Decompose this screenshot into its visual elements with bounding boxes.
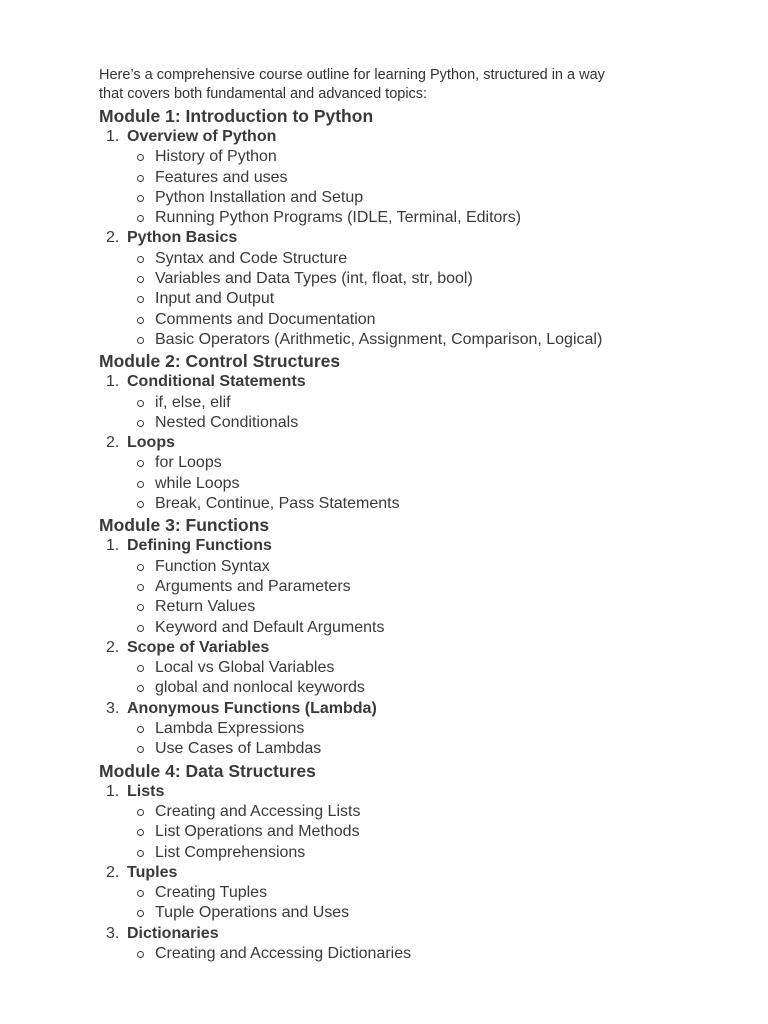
topic-heading [99, 372, 719, 392]
subtopic-text: Comments and Documentation [155, 310, 376, 328]
topic-heading [99, 638, 719, 658]
hollow-circle-bullet-icon [137, 256, 144, 263]
hollow-circle-bullet-icon [137, 829, 144, 836]
topic-item [99, 638, 719, 699]
topic-number: 1. [106, 373, 120, 391]
topic-number: 2. [106, 434, 120, 452]
subtopic-text: Keyword and Default Arguments [155, 618, 385, 636]
topic-heading [99, 699, 719, 719]
subtopic-item [99, 719, 719, 739]
intro-line-1: Here’s a comprehensive course outline for learning Python, structured in a way [99, 67, 605, 83]
topic-number: 2. [106, 863, 120, 881]
subtopic-list [99, 393, 719, 434]
subtopic-list [99, 249, 719, 350]
module-title: Module 2: Control Structures [99, 351, 341, 372]
hollow-circle-bullet-icon [137, 317, 144, 324]
subtopic-list [99, 719, 719, 760]
subtopic-item [99, 393, 719, 413]
topic-title: Tuples [127, 863, 178, 881]
topic-title: Conditional Statements [127, 373, 306, 391]
topic-heading [99, 782, 719, 802]
subtopic-text: Function Syntax [155, 557, 270, 575]
subtopic-text: Features and uses [155, 168, 288, 186]
topic-heading [99, 433, 719, 453]
subtopic-text: if, else, elif [155, 393, 231, 411]
subtopic-item [99, 658, 719, 678]
topic-number: 1. [106, 128, 120, 145]
topic-item [99, 699, 719, 760]
topic-item [99, 863, 719, 924]
subtopic-item [99, 289, 719, 309]
topic-item [99, 433, 719, 514]
module-section [99, 760, 719, 965]
topic-list [99, 127, 719, 350]
subtopic-list [99, 658, 719, 699]
subtopic-text: for Loops [155, 454, 222, 472]
subtopic-text: Input and Output [155, 290, 275, 308]
subtopic-item [99, 269, 719, 289]
intro-line-2: that covers both fundamental and advanced topics: [99, 85, 428, 102]
subtopic-item [99, 494, 719, 514]
topic-title: Dictionaries [127, 924, 219, 942]
topic-number: 2. [106, 229, 120, 247]
subtopic-item [99, 474, 719, 494]
hollow-circle-bullet-icon [137, 910, 144, 917]
topic-heading [99, 536, 719, 556]
subtopic-item [99, 557, 719, 577]
hollow-circle-bullet-icon [137, 276, 144, 283]
hollow-circle-bullet-icon [137, 726, 144, 733]
hollow-circle-bullet-icon [137, 215, 144, 222]
hollow-circle-bullet-icon [137, 584, 144, 591]
subtopic-list [99, 883, 719, 924]
topic-number: 3. [106, 699, 120, 717]
topic-number: 3. [106, 924, 120, 942]
topic-heading [99, 228, 719, 248]
subtopic-list [99, 147, 719, 228]
topic-heading [99, 924, 719, 944]
topic-number: 1. [106, 782, 120, 800]
subtopic-text: Syntax and Code Structure [155, 249, 348, 267]
hollow-circle-bullet-icon [137, 604, 144, 611]
topic-item [99, 372, 719, 433]
course-outline-document [99, 66, 719, 964]
hollow-circle-bullet-icon [137, 501, 144, 508]
subtopic-text: Lambda Expressions [155, 720, 305, 738]
subtopic-item [99, 249, 719, 269]
topic-item [99, 536, 719, 637]
hollow-circle-bullet-icon [137, 685, 144, 692]
subtopic-text: List Comprehensions [155, 843, 306, 861]
subtopic-text: Creating and Accessing Dictionaries [155, 944, 412, 962]
hollow-circle-bullet-icon [137, 460, 144, 467]
subtopic-item [99, 168, 719, 188]
hollow-circle-bullet-icon [137, 746, 144, 753]
subtopic-item [99, 944, 719, 964]
module-section [99, 514, 719, 759]
subtopic-list [99, 557, 719, 638]
subtopic-list [99, 802, 719, 863]
subtopic-text: Variables and Data Types (int, float, str, bool) [155, 270, 473, 288]
topic-heading [99, 863, 719, 883]
subtopic-item [99, 453, 719, 473]
topic-title: Defining Functions [127, 537, 272, 555]
subtopic-text: while Loops [155, 474, 240, 492]
module-title: Module 1: Introduction to Python [99, 106, 374, 126]
subtopic-item [99, 678, 719, 698]
subtopic-item [99, 310, 719, 330]
subtopic-item [99, 618, 719, 638]
module-section [99, 105, 719, 350]
subtopic-item [99, 739, 719, 759]
subtopic-text: Use Cases of Lambdas [155, 740, 322, 758]
topic-list [99, 536, 719, 759]
subtopic-list [99, 453, 719, 514]
subtopic-item [99, 802, 719, 822]
subtopic-item [99, 330, 719, 350]
hollow-circle-bullet-icon [137, 154, 144, 161]
subtopic-text: Basic Operators (Arithmetic, Assignment, Comparison, Logical) [155, 330, 603, 348]
subtopic-list [99, 944, 719, 964]
subtopic-text: Creating and Accessing Lists [155, 802, 361, 820]
hollow-circle-bullet-icon [137, 420, 144, 427]
subtopic-item [99, 597, 719, 617]
topic-number: 1. [106, 537, 120, 555]
subtopic-text: Python Installation and Setup [155, 188, 364, 206]
topic-title: Anonymous Functions (Lambda) [127, 699, 377, 717]
module-title: Module 4: Data Structures [99, 760, 316, 781]
modules-list [99, 105, 719, 964]
subtopic-item [99, 843, 719, 863]
subtopic-item [99, 577, 719, 597]
subtopic-text: Tuple Operations and Uses [155, 904, 350, 922]
subtopic-text: Local vs Global Variables [155, 659, 335, 677]
topic-title: Scope of Variables [127, 638, 270, 656]
subtopic-item [99, 147, 719, 167]
hollow-circle-bullet-icon [137, 809, 144, 816]
hollow-circle-bullet-icon [137, 850, 144, 857]
subtopic-item [99, 883, 719, 903]
topic-item [99, 782, 719, 863]
subtopic-item [99, 188, 719, 208]
subtopic-text: Running Python Programs (IDLE, Terminal, Editors) [155, 209, 522, 227]
topic-list [99, 372, 719, 514]
topic-number: 2. [106, 638, 120, 656]
hollow-circle-bullet-icon [137, 175, 144, 182]
topic-list [99, 782, 719, 965]
hollow-circle-bullet-icon [137, 890, 144, 897]
hollow-circle-bullet-icon [137, 337, 144, 344]
topic-item [99, 127, 719, 228]
topic-title: Overview of Python [127, 128, 277, 145]
topic-title: Lists [127, 782, 165, 800]
intro-paragraph [99, 66, 719, 103]
topic-item [99, 924, 719, 965]
topic-item [99, 228, 719, 350]
module-section [99, 350, 719, 514]
subtopic-text: History of Python [155, 148, 277, 166]
hollow-circle-bullet-icon [137, 400, 144, 407]
subtopic-text: global and nonlocal keywords [155, 679, 365, 697]
hollow-circle-bullet-icon [137, 665, 144, 672]
subtopic-text: Return Values [155, 598, 256, 616]
subtopic-item [99, 822, 719, 842]
hollow-circle-bullet-icon [137, 951, 144, 958]
subtopic-text: Break, Continue, Pass Statements [155, 495, 400, 513]
subtopic-item [99, 903, 719, 923]
subtopic-text: List Operations and Methods [155, 823, 360, 841]
subtopic-text: Arguments and Parameters [155, 577, 351, 595]
topic-title: Python Basics [127, 229, 238, 247]
subtopic-item [99, 208, 719, 228]
hollow-circle-bullet-icon [137, 481, 144, 488]
hollow-circle-bullet-icon [137, 296, 144, 303]
module-title: Module 3: Functions [99, 515, 270, 536]
hollow-circle-bullet-icon [137, 625, 144, 632]
hollow-circle-bullet-icon [137, 195, 144, 202]
subtopic-text: Creating Tuples [155, 884, 268, 902]
topic-title: Loops [127, 434, 175, 452]
subtopic-text: Nested Conditionals [155, 413, 299, 431]
topic-heading [99, 127, 719, 147]
hollow-circle-bullet-icon [137, 564, 144, 571]
subtopic-item [99, 413, 719, 433]
